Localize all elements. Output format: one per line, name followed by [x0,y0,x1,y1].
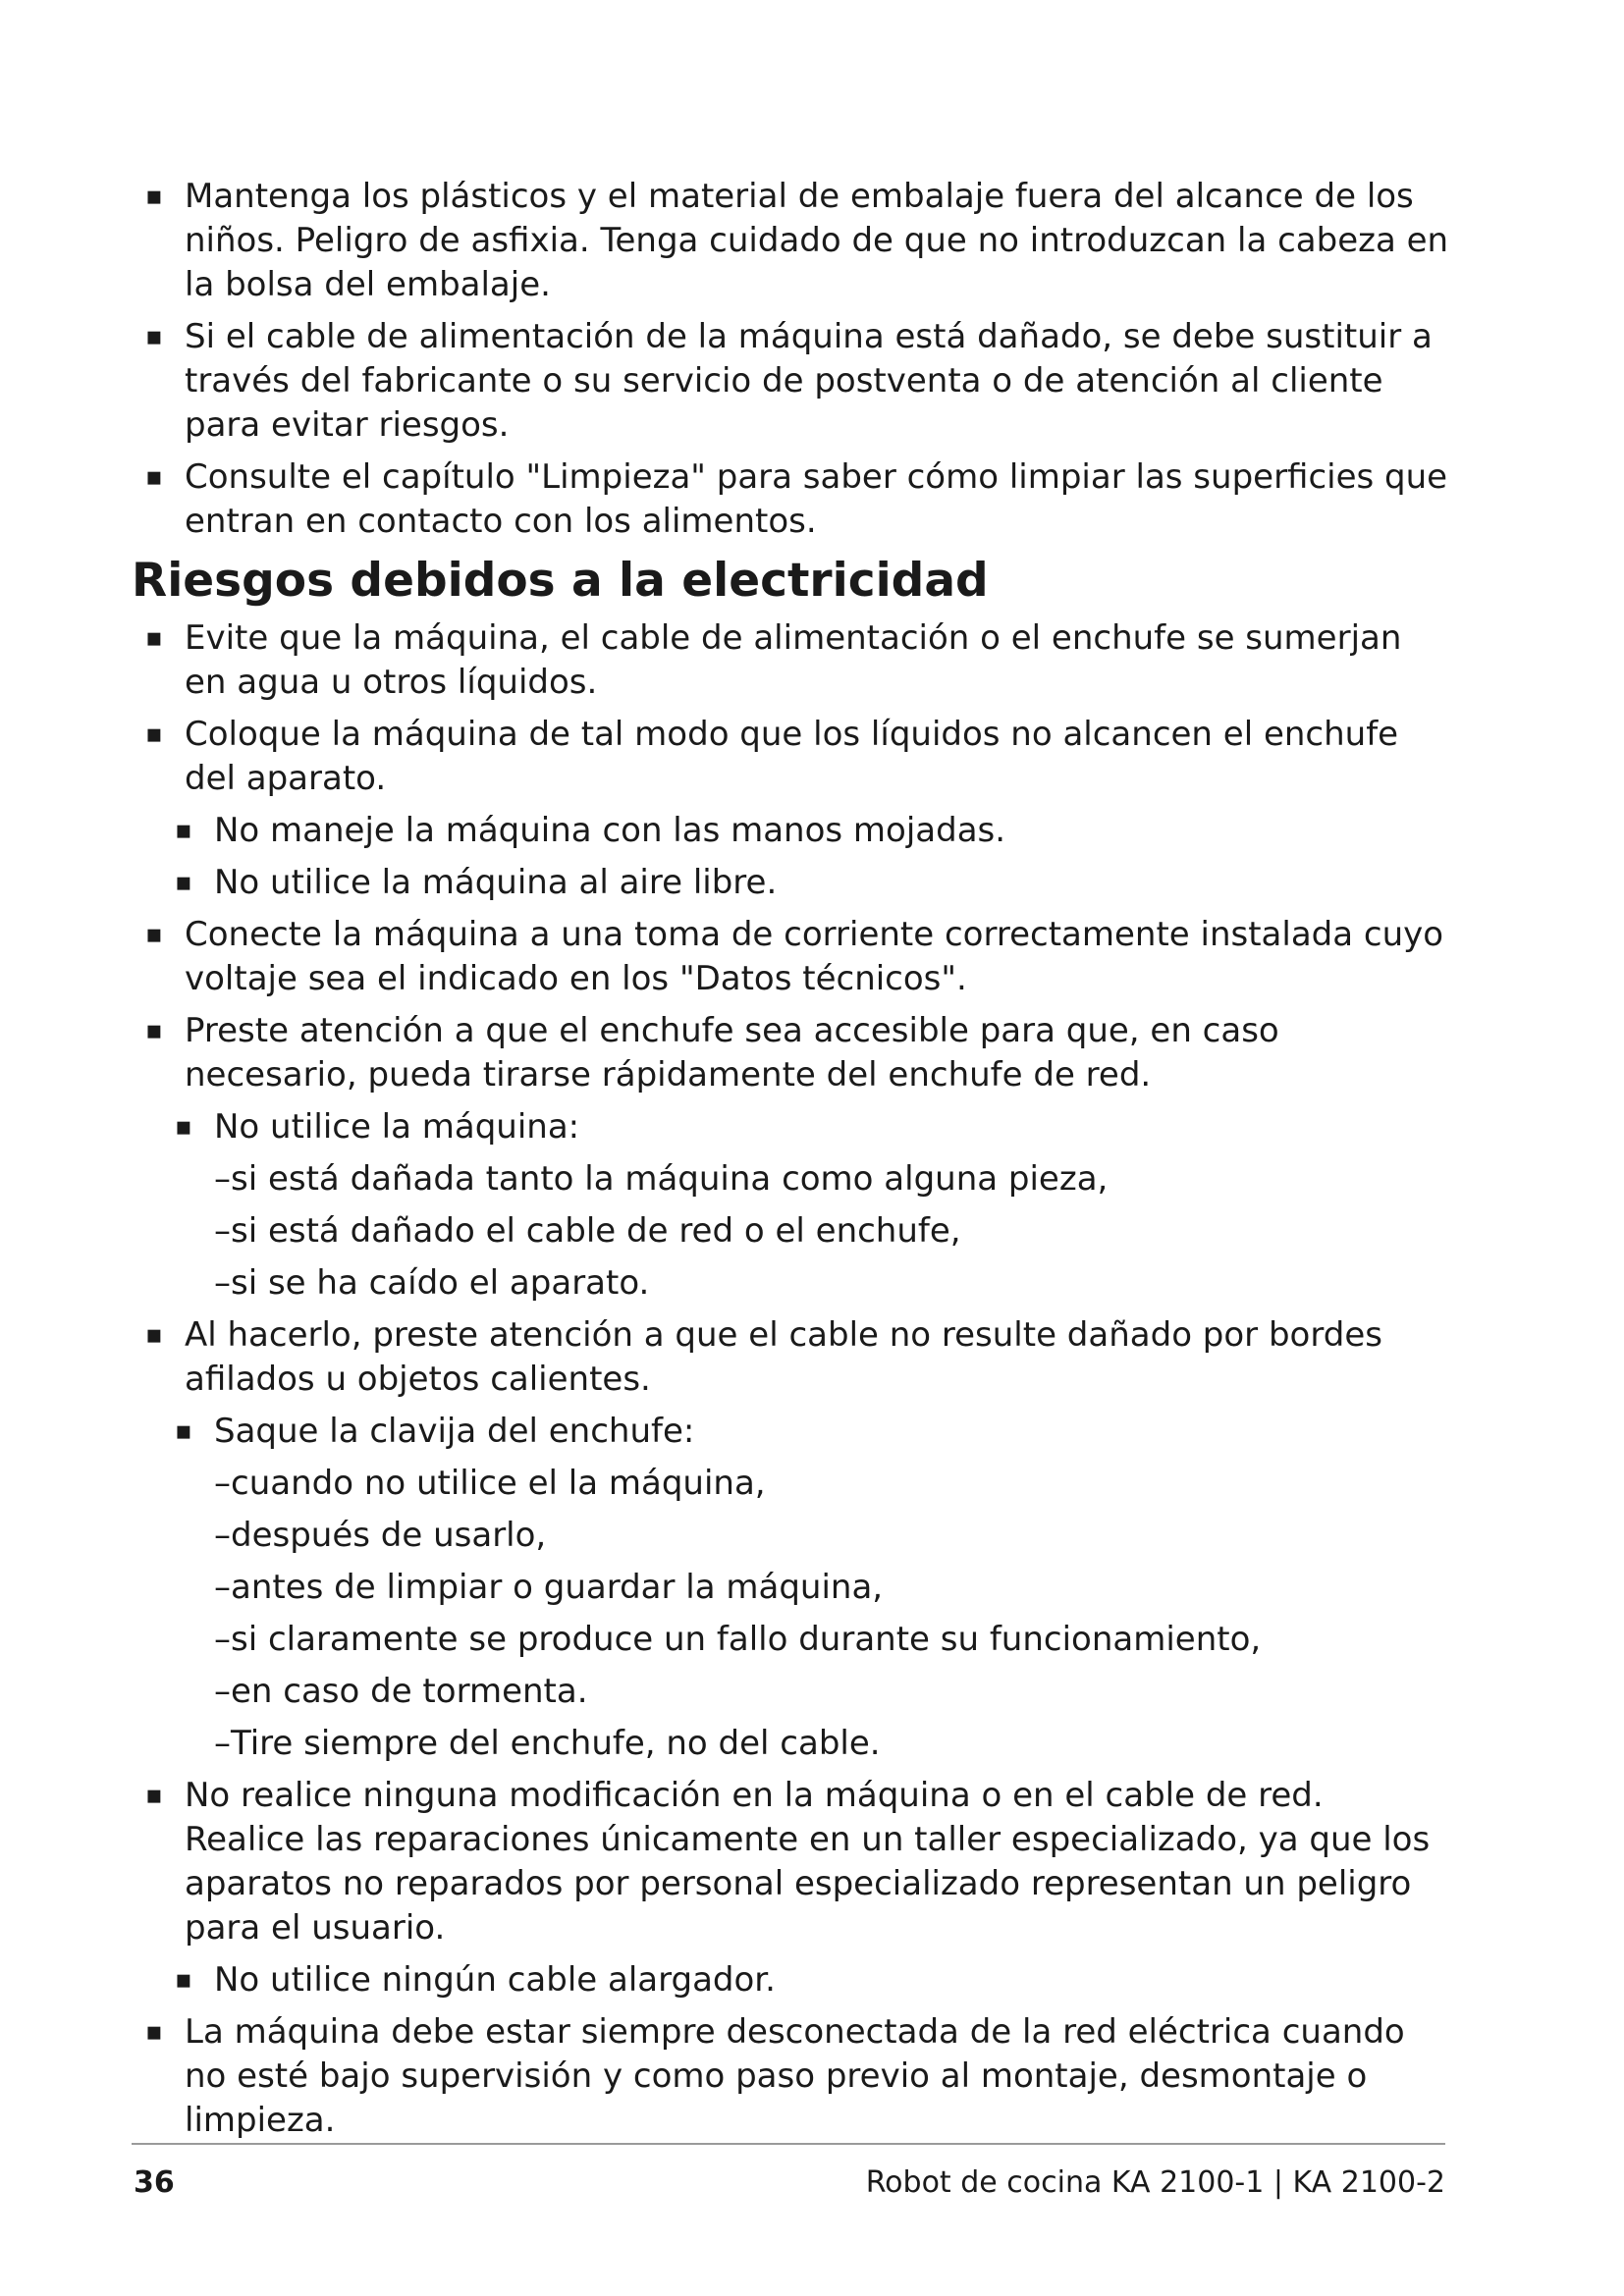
electricity-risk-list [134,616,1449,2143]
bullet-icon: ▪ [145,2017,163,2047]
dash-item: –en caso de tormenta. [214,1672,588,1711]
dash-item: –si se ha caído el aparato. [214,1263,650,1303]
dash-item: –si claramente se produce un fallo durante su funcionamiento, [214,1620,1262,1659]
dash-item: –antes de limpiar o guardar la máquina, [214,1568,884,1607]
list-item: ▪ Coloque la máquina de tal modo que los líquidos no alcancen el enchufe del aparato. [145,715,1399,798]
footer-divider [132,2143,1445,2145]
footer-product-title: Robot de cocina KA 2100-1 | KA 2100-2 [865,2165,1445,2200]
list-item: ▪ No realice ninguna modificación en la máquina o en el cable de red. Realice las reparaciones únicamente en un taller especializado, ya que los aparatos no reparados por personal especializado representan un peligro para el usuario. [145,1776,1431,1948]
bullet-icon: ▪ [175,868,192,897]
bullet-icon: ▪ [145,1320,163,1350]
bullet-icon: ▪ [145,322,163,351]
list-item: ▪ No maneje la máquina con las manos mojadas. [134,809,1449,853]
page-number: 36 [134,2165,175,2200]
page-content [134,175,1449,2151]
list-item: ▪ Si el cable de alimentación de la máquina está dañado, se debe sustituir a través del fabricante o su servicio de postventa o de atención al cliente para evitar riesgos. [145,317,1433,445]
list-item: ▪ Conecte la máquina a una toma de corriente correctamente instalada cuyo voltaje sea el indicado en los "Datos técnicos". [145,915,1444,998]
list-item: ▪ Preste atención a que el enchufe sea accesible para que, en caso necesario, pueda tirarse rápidamente del enchufe de red. [145,1011,1279,1095]
bullet-icon: ▪ [175,1112,192,1142]
bullet-icon: ▪ [145,720,163,749]
list-item: ▪ Mantenga los plásticos y el material de embalaje fuera del alcance de los niños. Peligro de asfixia. Tenga cuidado de que no introduzcan la cabeza en la bolsa del embalaje. [145,177,1449,304]
intro-list [134,175,1449,544]
bullet-icon: ▪ [175,1416,192,1446]
list-item: ▪ Al hacerlo, preste atención a que el cable no resulte dañado por bordes afilados u objetos calientes. [145,1315,1382,1399]
bullet-icon: ▪ [175,816,192,845]
dash-item: –Tire siempre del enchufe, no del cable. [214,1724,881,1763]
bullet-icon: ▪ [145,1016,163,1045]
list-item: ▪ Saque la clavija del enchufe: [134,1410,1449,1454]
dash-item: –después de usarlo, [214,1516,547,1555]
list-item: ▪ No utilice la máquina al aire libre. [134,861,1449,905]
bullet-icon: ▪ [175,1965,192,1995]
bullet-icon: ▪ [145,182,163,211]
bullet-icon: ▪ [145,462,163,492]
bullet-icon: ▪ [145,920,163,949]
dash-item: –si está dañada tanto la máquina como alguna pieza, [214,1159,1109,1199]
list-item: ▪ No utilice la máquina: [134,1105,1449,1149]
dash-item: –cuando no utilice el la máquina, [214,1464,766,1503]
list-item: ▪ Consulte el capítulo "Limpieza" para saber cómo limpiar las superficies que entran en contacto con los alimentos. [145,457,1448,541]
bullet-icon: ▪ [145,1781,163,1810]
bullet-icon: ▪ [145,623,163,653]
dash-item: –si está dañado el cable de red o el enchufe, [214,1211,961,1251]
list-item: ▪ Evite que la máquina, el cable de alimentación o el enchufe se sumerjan en agua u otros líquidos. [145,618,1402,702]
list-item: ▪ No utilice ningún cable alargador. [134,1958,1449,2002]
section-title: Riesgos debidos a la electricidad [132,554,989,608]
list-item: ▪ La máquina debe estar siempre desconectada de la red eléctrica cuando no esté bajo supervisión y como paso previo al montaje, desmontaje o limpieza. [145,2012,1405,2140]
